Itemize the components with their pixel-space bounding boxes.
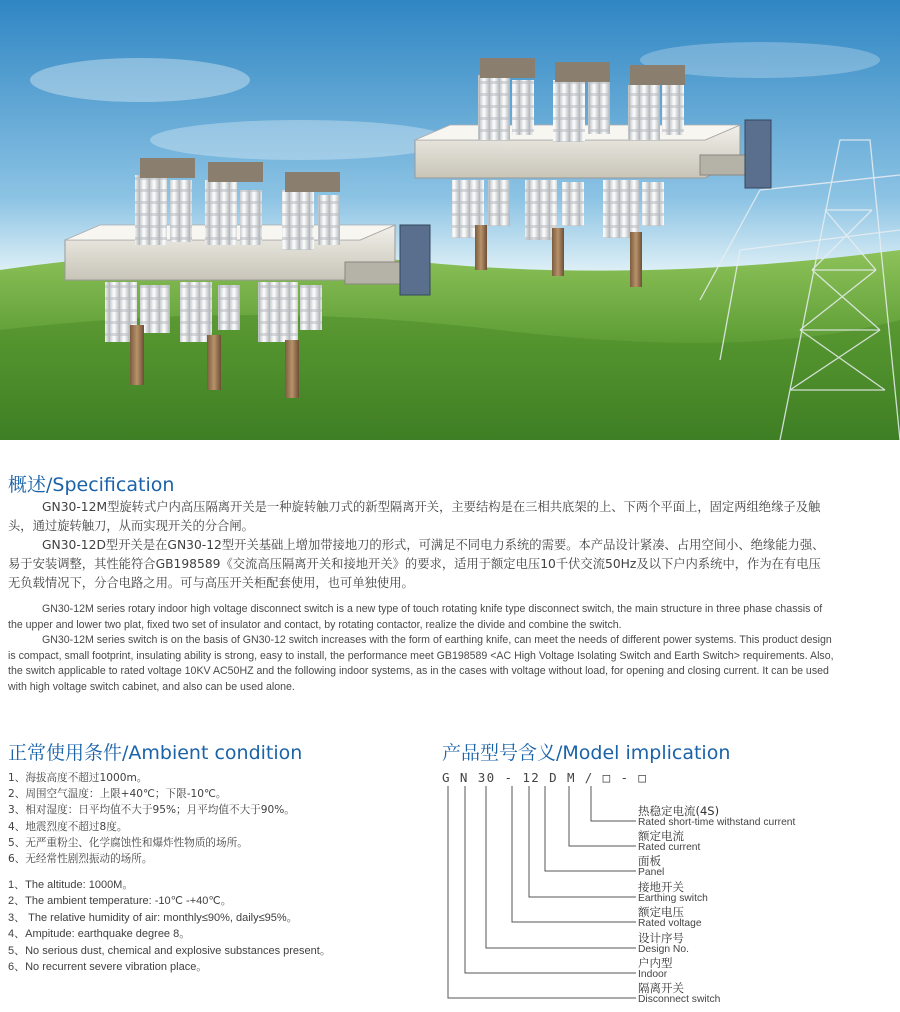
spec-en-paragraph-1 xyxy=(8,602,838,633)
model-label-design-no: 设计序号 Design No. xyxy=(638,931,689,955)
model-label-panel: 面板 Panel xyxy=(638,854,665,878)
spec-cn-p2-text: GN30-12D型开关是在GN30-12型开关基础上增加带接地刀的形式，可满足不同电力系统的需要。本产品设计紧凑、占用空间小、绝缘能力强、易于安装调整，其性能符合GB198589《交流高压隔离开关和接地开关》的要求，适用于额定电压10千伏交流50Hz及以下户内系统中，作为在有电压无负载情况下，分合电路之用。可与高压开关柜配套使用，也可单独使用。 xyxy=(8,538,825,590)
spec-en-p2-text: GN30-12M series switch is on the basis of GN30-12 switch increases with the form of earthing knife, can meet the needs of different power systems. This product design is compact, small footprint, insulating ability is strong, easy to install, the performance meet GB198589 <AC High Voltage Isolating Switch and Earth Switch> requirements. Also, the switch applicable to rated voltage 10KV AC50HZ and the following indoor systems, as in the cases with voltage without load, for opening and closing current. It can be used with high voltage switch cabinet, and also can be used alone. xyxy=(8,634,834,693)
ambient-en-list xyxy=(8,877,331,975)
list-item: 4、Ampitude: earthquake degree 8。 xyxy=(8,928,191,941)
list-item: 3、相对湿度：日平均值不大于95%；月平均值不大于90%。 xyxy=(8,804,295,817)
switch-illustration xyxy=(0,0,900,440)
ambient-heading: 正常使用条件/Ambient condition xyxy=(8,742,303,764)
list-item: 1、The altitude: 1000M。 xyxy=(8,879,134,891)
model-label-rated-voltage: 额定电压 Rated voltage xyxy=(638,905,702,929)
model-label-earthing-switch: 接地开关 Earthing switch xyxy=(638,880,708,904)
product-hero-image xyxy=(0,0,900,440)
list-item: 1、海拔高度不超过1000m。 xyxy=(8,772,148,784)
spec-en-p1-text: GN30-12M series rotary indoor high voltage disconnect switch is a new type of touch rotating knife type disconnect switch, the main structure in three phase chassis of the upper and lower two plat, fixed two set of insulator and contact, by rotating contactor, realize the divide and combine the switch. xyxy=(8,603,823,631)
spec-cn-paragraph-1 xyxy=(8,498,833,536)
model-label-rated-current: 额定电流 Rated current xyxy=(638,829,701,853)
list-item: 6、无经常性剧烈振动的场所。 xyxy=(8,853,153,866)
list-item: 6、No recurrent severe vibration place。 xyxy=(8,961,208,974)
list-item: 2、The ambient temperature: -10℃ -+40℃。 xyxy=(8,895,232,908)
spec-cn-p1-text: GN30-12M型旋转式户内高压隔离开关是一种旋转触刀式的新型隔离开关，主要结构是在三相共底架的上、下两个平面上，固定两组绝缘子及触头，通过旋转触刀，从而实现开关的分合闸。 xyxy=(8,500,821,533)
model-label-disconnect-switch: 隔离开关 Disconnect switch xyxy=(638,981,721,1005)
list-item: 4、地震烈度不超过8度。 xyxy=(8,820,128,833)
model-heading: 产品型号含义/Model implication xyxy=(442,742,731,764)
model-label-short-time-current: 热稳定电流(4S) Rated short-time withstand current xyxy=(638,804,796,828)
list-item: 5、No serious dust, chemical and explosive substances present。 xyxy=(8,944,331,957)
spec-cn-paragraph-2 xyxy=(8,536,833,593)
specification-heading: 概述/Specification xyxy=(8,474,175,496)
list-item: 3、 The relative humidity of air: monthly≤90%, daily≤95%。 xyxy=(8,911,298,924)
spec-en-paragraph-2 xyxy=(8,633,838,695)
ambient-cn-list xyxy=(8,770,295,867)
model-code-leader-lines xyxy=(440,786,640,1006)
model-code: G N 30 - 12 D M / □ - □ xyxy=(442,770,648,785)
list-item: 2、周围空气温度：上限+40℃；下限-10℃。 xyxy=(8,788,227,801)
model-label-indoor: 户内型 Indoor xyxy=(638,956,673,980)
list-item: 5、无严重粉尘、化学腐蚀性和爆炸性物质的场所。 xyxy=(8,836,248,849)
